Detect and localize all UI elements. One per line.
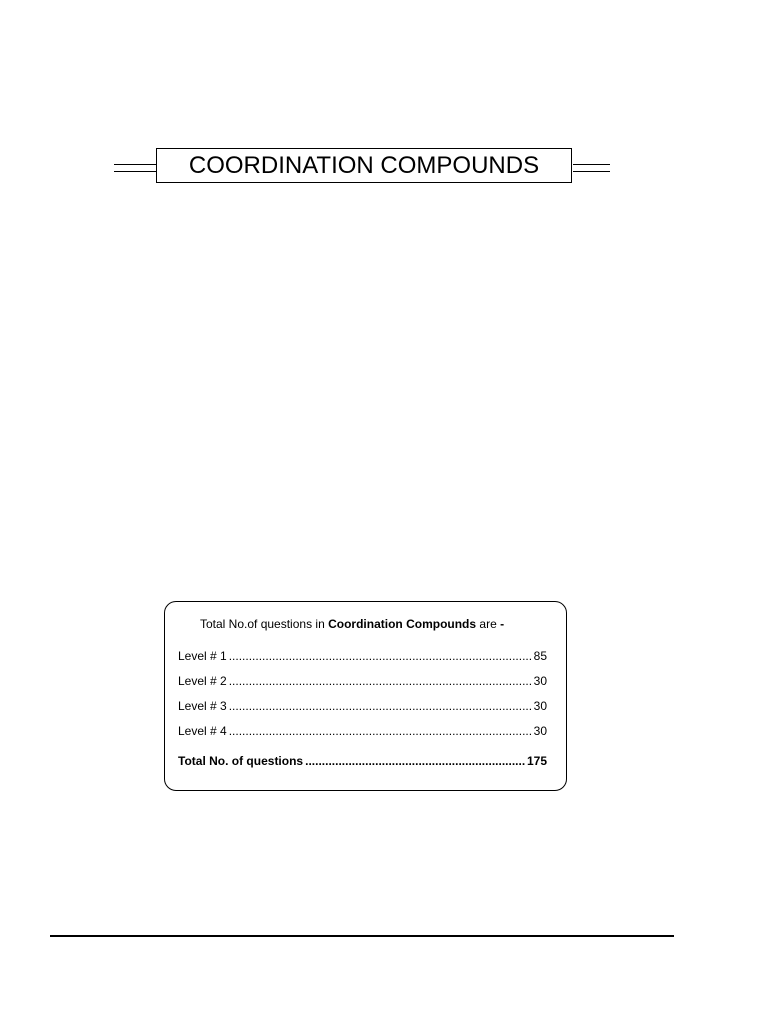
dot-leader bbox=[229, 724, 532, 738]
summary-heading bbox=[200, 617, 504, 631]
total-count: 175 bbox=[526, 754, 547, 768]
title-rule-left bbox=[114, 164, 157, 172]
summary-heading-suffix: are bbox=[476, 617, 501, 631]
summary-heading-dash: - bbox=[500, 617, 505, 631]
level-label: Level # 1 bbox=[178, 649, 227, 663]
level-row bbox=[178, 649, 547, 663]
title-rule-right bbox=[573, 164, 610, 172]
level-count: 30 bbox=[533, 724, 547, 738]
title-banner bbox=[156, 148, 572, 183]
level-count: 30 bbox=[533, 699, 547, 713]
level-row bbox=[178, 699, 547, 713]
page-title: COORDINATION COMPOUNDS bbox=[188, 151, 540, 179]
level-count: 85 bbox=[533, 649, 547, 663]
level-count: 30 bbox=[533, 674, 547, 688]
dot-leader bbox=[229, 649, 532, 663]
footer-rule bbox=[50, 935, 674, 937]
dot-leader bbox=[229, 674, 532, 688]
total-label: Total No. of questions bbox=[178, 754, 304, 768]
level-label: Level # 3 bbox=[178, 699, 227, 713]
level-label: Level # 4 bbox=[178, 724, 227, 738]
dot-leader bbox=[229, 699, 532, 713]
question-summary-box bbox=[164, 601, 567, 791]
dot-leader bbox=[305, 754, 525, 768]
level-label: Level # 2 bbox=[178, 674, 227, 688]
level-row bbox=[178, 674, 547, 688]
summary-heading-topic: Coordination Compounds bbox=[328, 617, 477, 631]
summary-heading-prefix: Total No.of questions in bbox=[200, 617, 329, 631]
total-row bbox=[178, 754, 547, 768]
level-row bbox=[178, 724, 547, 738]
